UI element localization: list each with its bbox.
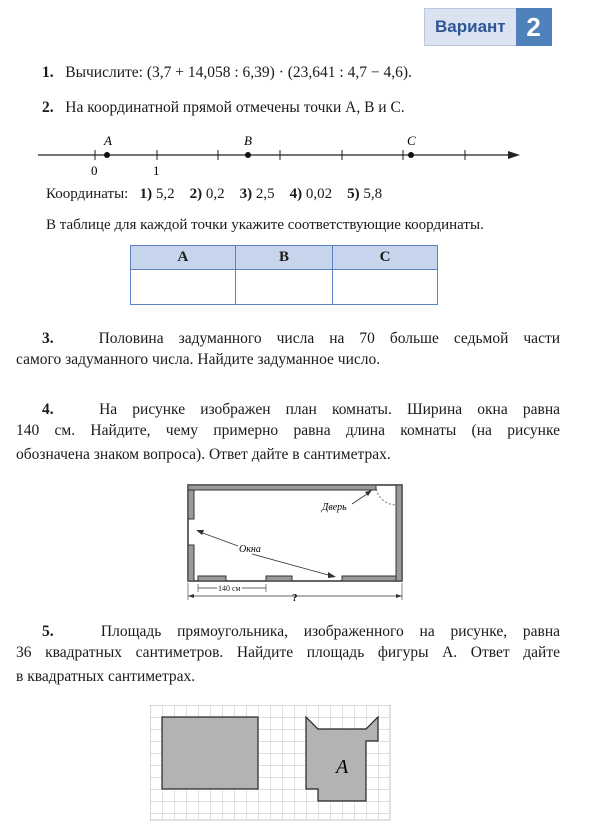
question-text: Вычислите: (3,7 + 14,058 : 6,39) · (23,641 : 4,7 − 4,6). <box>65 64 412 81</box>
question-text-line: самого задуманного числа. Найдите задуманное число. <box>16 351 381 368</box>
option-value: 5,2 <box>155 186 175 202</box>
table-instruction: В таблице для каждой точки укажите соответствующие координаты. <box>46 217 484 233</box>
point-a-dot <box>104 152 110 158</box>
window-1 <box>198 576 226 581</box>
point-c-dot <box>408 152 414 158</box>
question-4 <box>42 398 560 422</box>
option-number: 2) <box>189 186 203 202</box>
table-header-a: A <box>131 246 236 270</box>
question-number: 5. <box>42 623 54 640</box>
number-line <box>36 130 526 178</box>
variant-badge <box>424 8 552 46</box>
option-number: 3) <box>239 186 253 202</box>
variant-number: 2 <box>516 8 552 46</box>
question-text-line: Половина задуманного числа на 70 больше седьмой части <box>98 330 561 347</box>
question-3 <box>42 327 560 351</box>
question-5 <box>42 620 560 644</box>
option-number: 1) <box>139 186 153 202</box>
question-number: 2. <box>42 99 54 116</box>
question-text-line: 36 квадратных сантиметров. Найдите площадь фигуры A. Ответ дайте <box>16 644 560 661</box>
figure-a-label: A <box>336 756 349 778</box>
answer-cell-a[interactable] <box>131 270 236 305</box>
tick-1-label: 1 <box>153 163 160 178</box>
door-label: Дверь <box>322 502 347 513</box>
option-value: 0,02 <box>305 186 333 202</box>
door-arc <box>376 485 396 505</box>
room-plan <box>184 480 408 602</box>
option-value: 2,5 <box>255 186 275 202</box>
windows-label: Окна <box>239 544 261 555</box>
question-1 <box>42 64 412 82</box>
point-c-label: C <box>407 133 416 148</box>
tick-0-label: 0 <box>91 163 98 178</box>
window-width-label: 140 см <box>218 584 241 593</box>
question-text-line: Площадь прямоугольника, изображенного на рисунке, равна <box>100 623 560 640</box>
option-value: 5,8 <box>363 186 383 202</box>
table-header-c: C <box>333 246 438 270</box>
point-a-label: A <box>104 133 112 148</box>
point-b-label: B <box>244 133 252 148</box>
question-2 <box>42 99 405 117</box>
window-2 <box>266 576 292 581</box>
variant-label: Вариант <box>424 8 516 46</box>
question-number: 1. <box>42 64 54 81</box>
option-number: 4) <box>289 186 303 202</box>
answer-table <box>130 245 438 305</box>
coordinate-options <box>46 186 382 203</box>
question-text: На координатной прямой отмечены точки A, B и C. <box>65 99 405 116</box>
grid-figure <box>150 705 395 825</box>
rectangle-shape <box>162 717 258 789</box>
question-text-line: в квадратных сантиметрах. <box>16 668 196 685</box>
unknown-length-label: ? <box>292 592 298 602</box>
options-label: Координаты: <box>46 186 129 202</box>
question-number: 4. <box>42 401 54 418</box>
question-number: 3. <box>42 330 54 347</box>
question-text-line: На рисунке изображен план комнаты. Ширина окна равна <box>99 401 560 418</box>
option-value: 0,2 <box>205 186 225 202</box>
point-b-dot <box>245 152 251 158</box>
question-text-line: обозначена знаком вопроса). Ответ дайте в сантиметрах. <box>16 446 391 463</box>
question-text-line: 140 см. Найдите, чему примерно равна длина комнаты (на рисунке <box>16 422 560 439</box>
answer-cell-c[interactable] <box>333 270 438 305</box>
answer-cell-b[interactable] <box>235 270 332 305</box>
option-number: 5) <box>347 186 360 202</box>
table-header-b: B <box>235 246 332 270</box>
